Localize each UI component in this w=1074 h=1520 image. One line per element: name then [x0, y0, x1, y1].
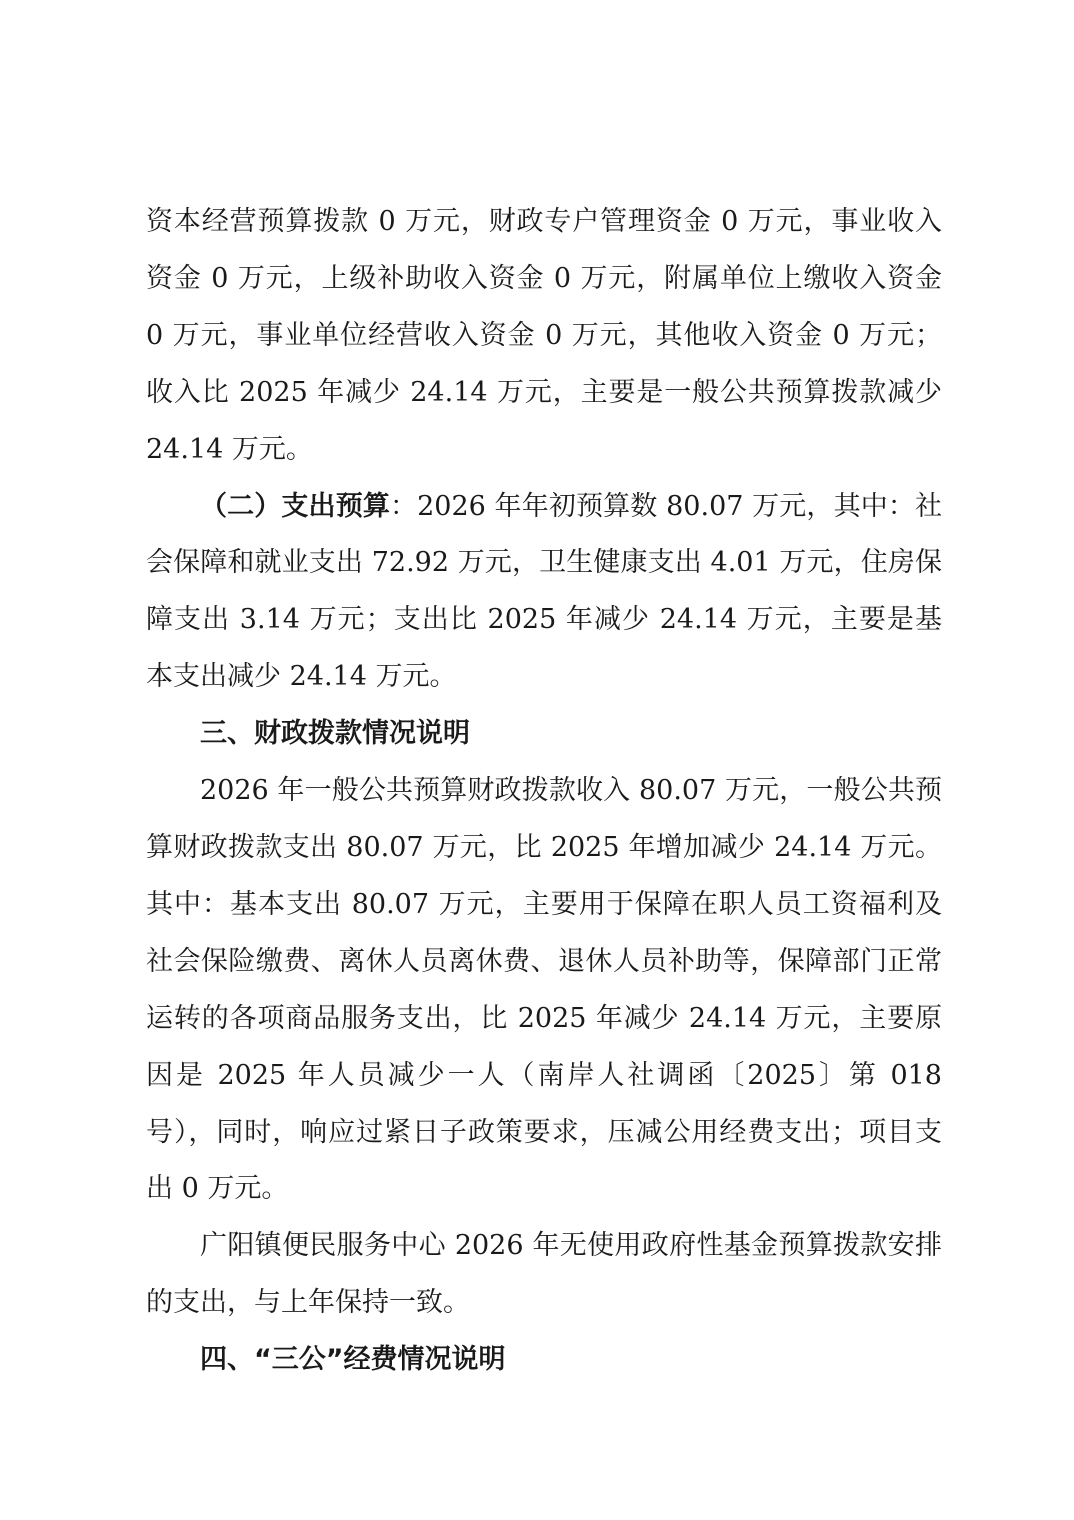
paragraph-income-detail: 资本经营预算拨款 0 万元，财政专户管理资金 0 万元，事业收入资金 0 万元，上级补助收入资金 0 万元，附属单位上缴收入资金 0 万元，事业单位经营收入资金 0 万元，其他收入资金 0 万元；收入比 2025 年减少 24.14 万元，主要是一般公共预算拨款减少 24.14 万元。	[146, 206, 942, 465]
section-heading-fiscal-appropriation: 三、财政拨款情况说明	[200, 718, 470, 750]
paragraph-government-fund: 广阳镇便民服务中心 2026 年无使用政府性基金预算拨款安排的支出，与上年保持一致。	[146, 1230, 942, 1319]
expenditure-budget-text: ：2026 年年初预算数 80.07 万元，其中：社会保障和就业支出 72.92 万元，卫生健康支出 4.01 万元，住房保障支出 3.14 万元；支出比 2025 年减少 24.14 万元，主要是基本支出减少 24.14 万元。	[146, 490, 942, 693]
paragraph-expenditure-budget	[146, 479, 942, 707]
paragraph-fiscal-appropriation: 2026 年一般公共预算财政拨款收入 80.07 万元，一般公共预算财政拨款支出 80.07 万元，比 2025 年增加减少 24.14 万元。其中：基本支出 80.07 万元，主要用于保障在职人员工资福利及社会保险缴费、离休人员离休费、退休人员补助等，保障部门正常运转的各项商品服务支出，比 2025 年减少 24.14 万元，主要原因是 2025 年人员减少一人（南岸人社调函〔2025〕第 018 号），同时，响应过紧日子政策要求，压减公用经费支出；项目支出 0 万元。	[146, 775, 942, 1205]
document-page	[146, 194, 942, 1389]
expenditure-budget-label: （二）支出预算	[200, 490, 390, 522]
section-heading-three-public-expenses: 四、“三公”经费情况说明	[200, 1344, 506, 1376]
